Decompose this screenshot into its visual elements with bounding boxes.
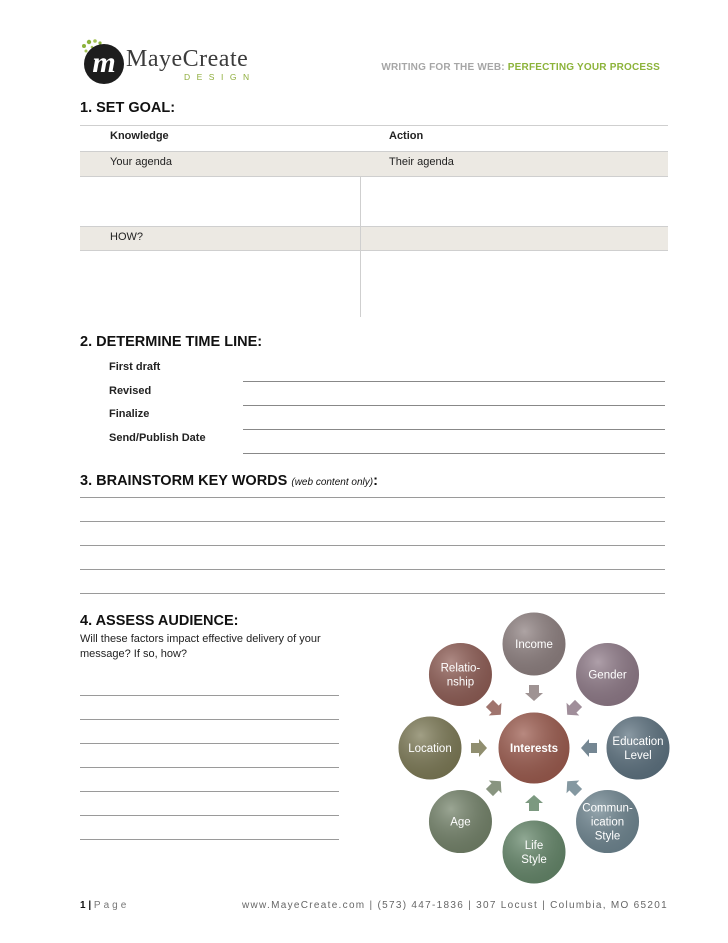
diagram-node-label: Style — [594, 830, 621, 843]
timeline-line-first-draft[interactable] — [243, 381, 665, 382]
section-title-goal: 1. SET GOAL: — [80, 100, 176, 116]
diagram-arrow-icon — [525, 795, 543, 811]
keyword-line[interactable] — [80, 545, 665, 546]
diagram-node-label: Income — [515, 639, 553, 651]
diagram-arrow-icon — [525, 685, 543, 701]
diagram-node-label: Relatio- — [440, 662, 481, 675]
audience-answer-line[interactable] — [80, 839, 339, 840]
course-highlight: PERFECTING YOUR PROCESS — [507, 62, 660, 73]
diagram-node-label: Life — [524, 840, 544, 852]
timeline-line-revised[interactable] — [243, 405, 665, 406]
goal-agenda-input-right[interactable] — [360, 177, 668, 226]
diagram-node-label: Style — [521, 854, 547, 866]
timeline-revised: Revised — [109, 385, 152, 397]
timeline-line-finalize[interactable] — [243, 429, 665, 430]
keywords-note: (web content only) — [291, 477, 374, 488]
audience-factors-diagram — [390, 600, 690, 895]
goal-your-agenda: Your agenda — [110, 156, 172, 168]
logo-name: MayeCreate — [126, 46, 249, 72]
diagram-arrow-icon — [483, 697, 507, 721]
logo — [80, 38, 255, 90]
timeline-line-publish-date[interactable] — [243, 453, 665, 454]
diagram-node-label: ication — [590, 816, 625, 829]
diagram-node-shading — [503, 821, 566, 884]
diagram-arrow-icon — [561, 697, 585, 721]
audience-answer-line[interactable] — [80, 815, 339, 816]
diagram-arrow-icon — [483, 775, 507, 799]
keyword-line[interactable] — [80, 569, 665, 570]
course-prefix: WRITING FOR THE WEB: — [381, 62, 508, 73]
audience-answer-line[interactable] — [80, 719, 339, 720]
goal-header-row — [80, 126, 668, 152]
diagram-node-label: Education — [612, 736, 664, 748]
diagram-node-shading — [607, 717, 670, 780]
section-title-keywords — [80, 473, 378, 489]
page-separator: | — [85, 900, 94, 911]
timeline-publish-date: Send/Publish Date — [109, 432, 206, 444]
logo-m-icon: m — [84, 44, 124, 84]
goal-how-input-right[interactable] — [360, 251, 668, 317]
diagram-node-label: Location — [408, 743, 452, 755]
diagram-arrow-icon — [561, 775, 585, 799]
audience-answer-line[interactable] — [80, 767, 339, 768]
diagram-arrow-icon — [581, 739, 597, 757]
timeline-finalize: Finalize — [109, 408, 150, 420]
goal-agenda-row — [80, 152, 668, 177]
diagram-node-label: Age — [450, 816, 471, 829]
page-number: 1 — [80, 900, 86, 911]
audience-prompt: Will these factors impact effective delivery of your message? If so, how? — [80, 633, 321, 660]
timeline-first-draft: First draft — [109, 361, 161, 373]
section-title-audience: 4. ASSESS AUDIENCE: — [80, 613, 239, 629]
goal-how-input-row — [80, 251, 668, 317]
diagram-center-label: Interests — [510, 743, 558, 755]
goal-how-row — [80, 227, 668, 251]
keywords-title: 3. BRAINSTORM KEY WORDS — [80, 473, 292, 489]
goal-their-agenda: Their agenda — [389, 156, 454, 168]
keyword-line[interactable] — [80, 593, 665, 594]
page-indicator — [80, 900, 129, 911]
diagram-node-label: Level — [624, 750, 652, 762]
goal-col-right-header: Action — [389, 130, 424, 142]
goal-col-left-header: Knowledge — [110, 130, 169, 142]
diagram-arrow-icon — [471, 739, 487, 757]
diagram-node-label: Gender — [588, 669, 627, 682]
goal-agenda-input-row — [80, 177, 668, 227]
goal-how-input-left[interactable] — [80, 251, 360, 317]
logo-subtitle: DESIGN — [184, 72, 256, 82]
audience-answer-line[interactable] — [80, 743, 339, 744]
diagram-node-label: Commun- — [582, 802, 633, 815]
course-title — [381, 62, 660, 73]
keyword-line[interactable] — [80, 497, 665, 498]
goal-table — [80, 126, 668, 317]
goal-agenda-input-left[interactable] — [80, 177, 360, 226]
goal-how-label: HOW? — [110, 231, 143, 243]
page-word: Page — [93, 900, 130, 911]
footer — [80, 900, 668, 914]
keywords-colon: : — [373, 473, 378, 489]
keyword-line[interactable] — [80, 521, 665, 522]
audience-answer-line[interactable] — [80, 791, 339, 792]
diagram-node-label: nship — [446, 676, 475, 689]
goal-how-right — [360, 227, 668, 250]
section-title-timeline: 2. DETERMINE TIME LINE: — [80, 334, 263, 350]
audience-answer-line[interactable] — [80, 695, 339, 696]
footer-contact: www.MayeCreate.com | (573) 447-1836 | 307 Locust | Columbia, MO 65201 — [242, 900, 668, 911]
